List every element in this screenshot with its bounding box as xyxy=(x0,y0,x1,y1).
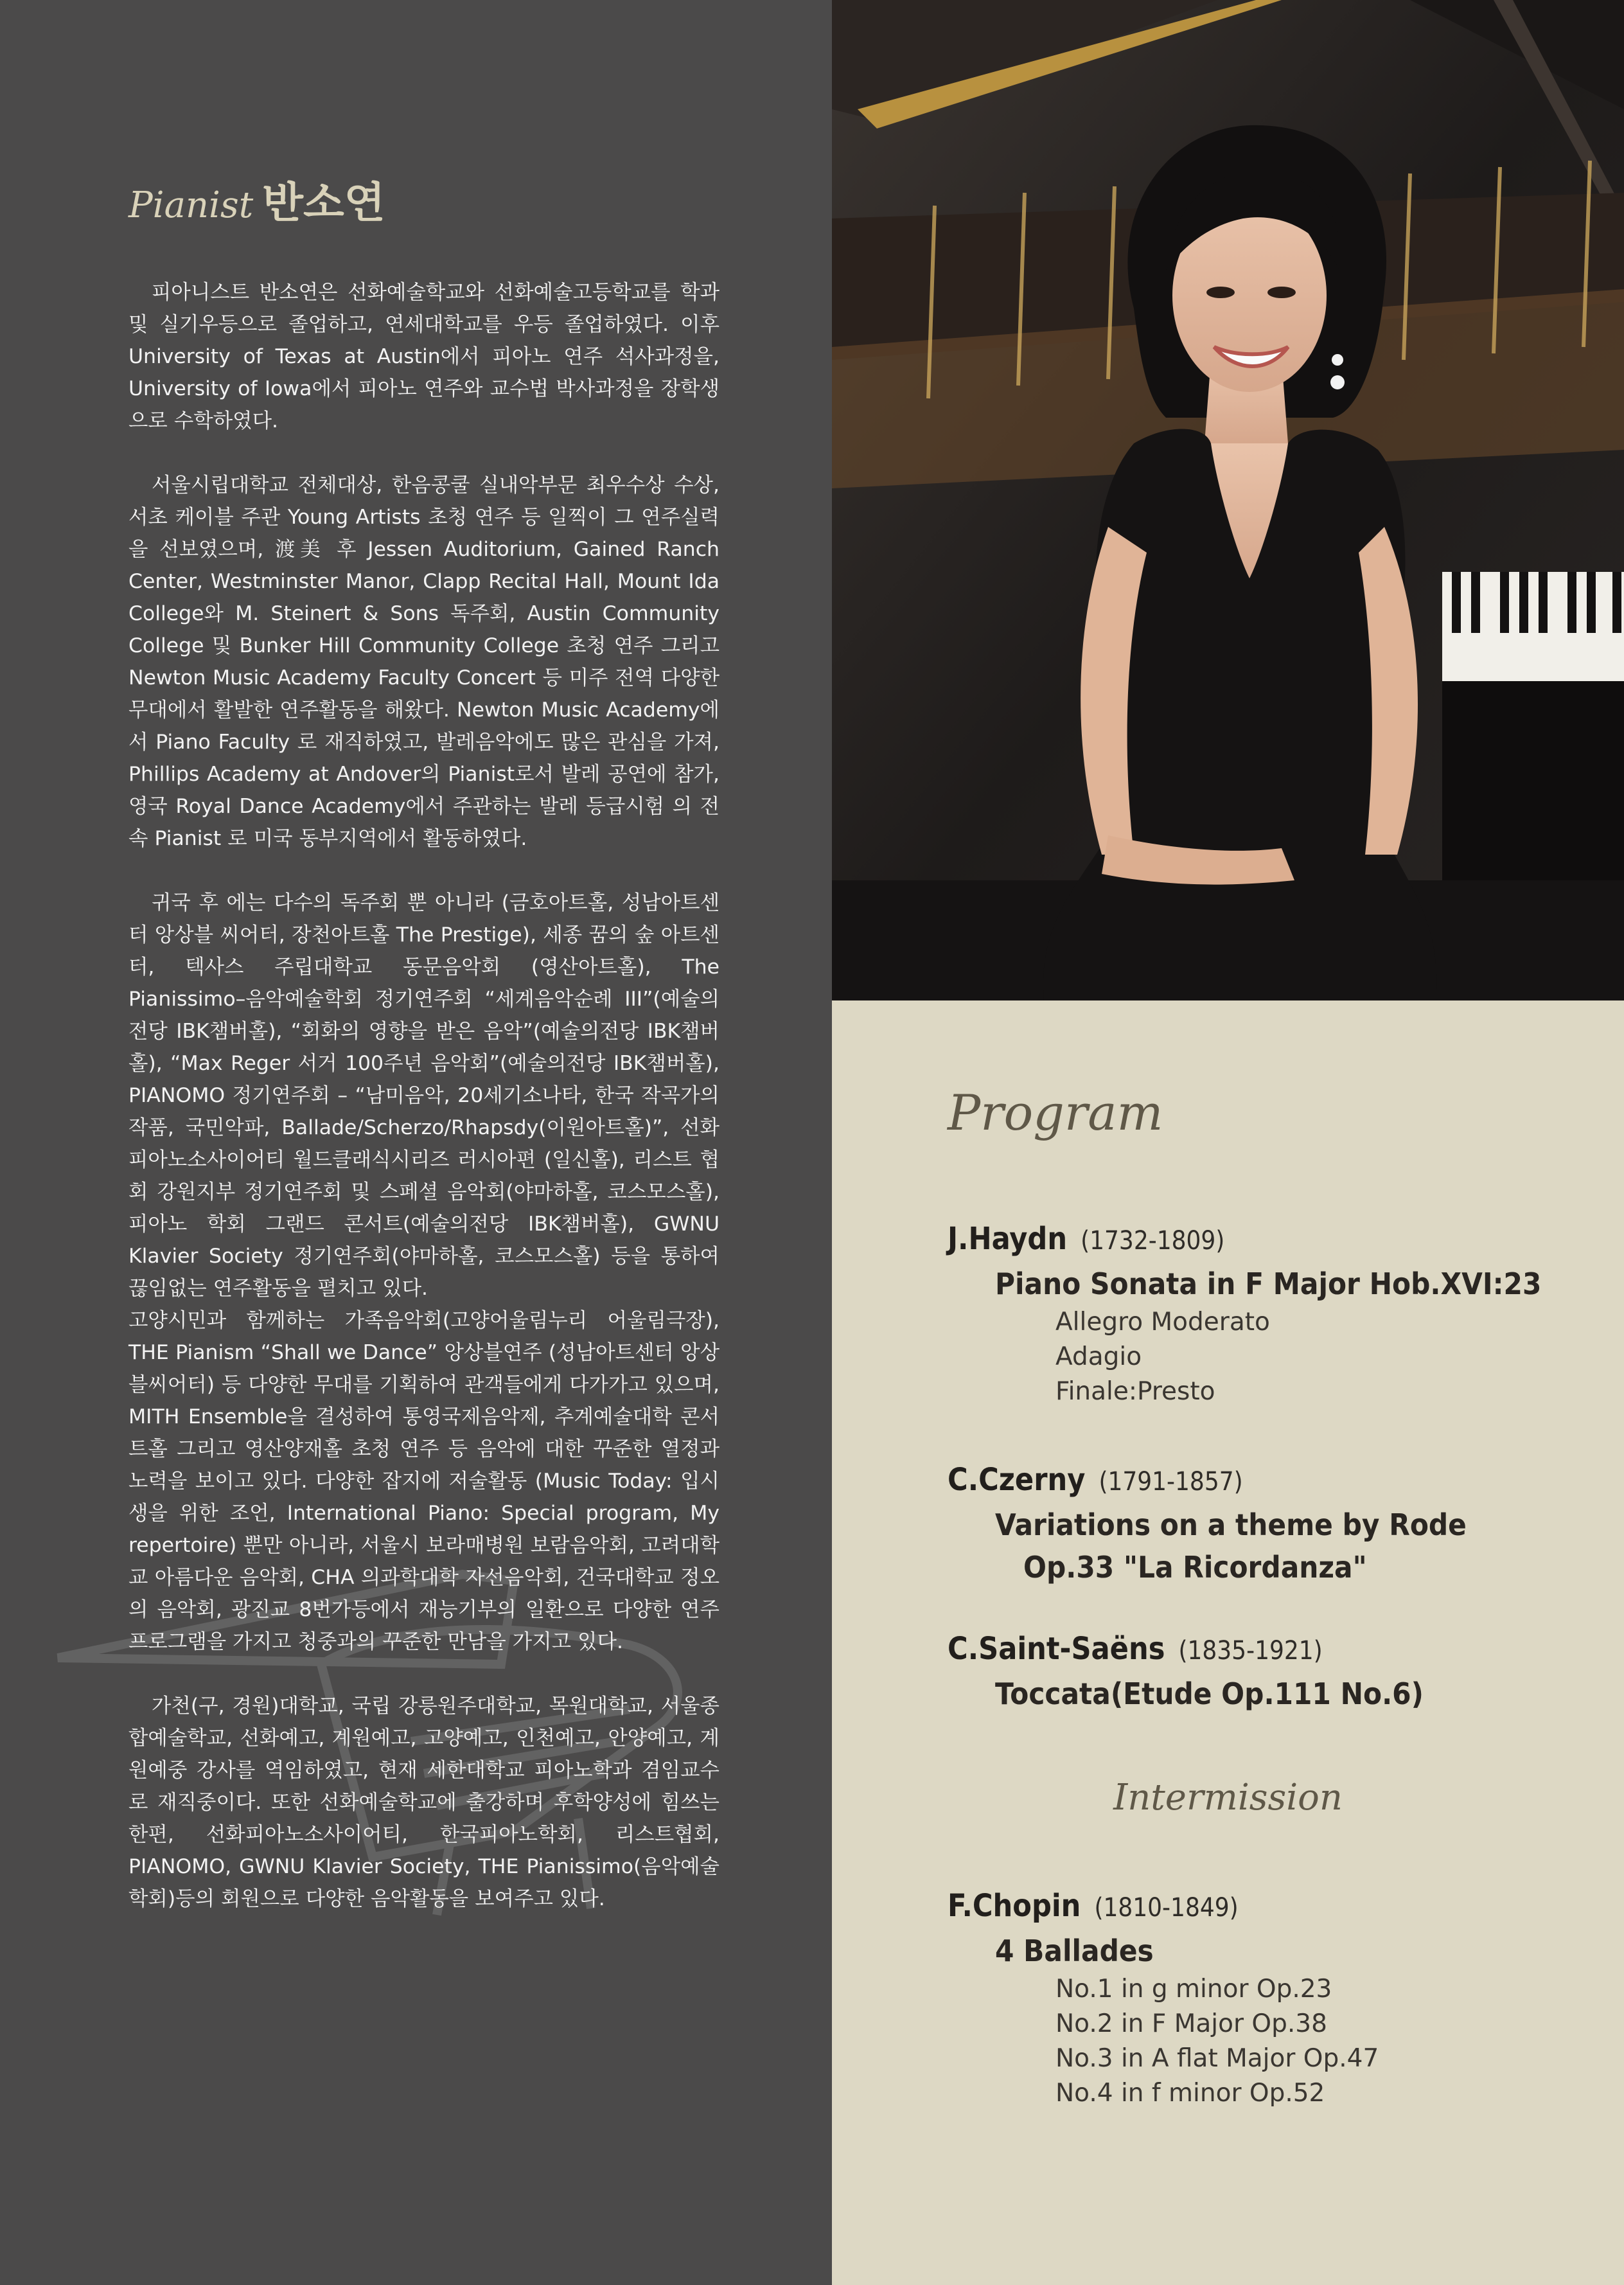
movement: Adagio xyxy=(1055,1342,1142,1371)
composer-years: (1810-1849) xyxy=(1094,1893,1239,1923)
bio-paragraph: 귀국 후 에는 다수의 독주회 뿐 아니라 (금호아트홀, 성남아트센터 앙상블 씨어터, 장천아트홀 The Prestige), 세종 꿈의 숲 아트센터, 텍사스 주립대학교 동문음악회 (영산아트홀), The Pianissimo–음악예술학회 정기연주회 “세계음악순례 III”(예술의전당 IBK챔버홀), “회화의 영향을 받은 음악”(예술의전당 IBK챔버홀), “Max Reger 서거 100주년 음악회”(예술의전당 IBK챔버홀), PIANOMO 정기연주회 – “남미음악, 20세기소나타, 한국 작곡가의 작품, 국민악파, Ballade/Scherzo/Rhapsdy(이원아트홀)”, 선화피아노소사이어티 월드클래식시리즈 러시아편 (일신홀), 리스트 협회 강원지부 정기연주회 및 스페셜 음악회(야마하홀, 코스모스홀), 피아노 학회 그랜드 콘서트(예술의전당 IBK챔버홀), GWNU Klavier Society 정기연주회(야마하홀, 코스모스홀) 등을 통하여 끊임없는 연주활동을 펼치고 있다. xyxy=(128,891,719,1300)
program-panel xyxy=(832,1000,1624,2285)
composer-name: J.Haydn xyxy=(948,1221,1068,1257)
work-title: Piano Sonata in F Major Hob.XVI:23 xyxy=(995,1267,1542,1301)
bio-paragraph: 서울시립대학교 전체대상, 한음콩쿨 실내악부문 최우수상 수상, 서초 케이블 주관 Young Artists 초청 연주 등 일찍이 그 연주실력을 선보였으며, 渡美 후 Jessen Auditorium, Gained Ranch Center, Westminster Manor, Clapp Recital Hall, Mount Ida College와 M. Steinert & Sons 독주회, Austin Community College 및 Bunker Hill Community College 초청 연주 그리고 Newton Music Academy Faculty Concert 등 미주 전역 다양한 무대에서 활발한 연주활동을 해왔다. Newton Music Academy에서 Piano Faculty 로 재직하였고, 발레음악에도 많은 관심을 가져, Phillips Academy at Andover의 Pianist로서 발레 공연에 참가, 영국 Royal Dance Academy에서 주관하는 발레 등급시험 의 전속 Pianist 로 미국 동부지역에서 활동하였다. xyxy=(128,474,719,850)
composer-years: (1791-1857) xyxy=(1099,1467,1243,1497)
movement: No.3 in A flat Major Op.47 xyxy=(1055,2044,1379,2073)
bio-paragraph: 피아니스트 반소연은 선화예술학교와 선화예술고등학교를 학과 및 실기우등으로 졸업하고, 연세대학교를 우등 졸업하였다. 이후 University of Texas at Austin에서 피아노 연주 석사과정을, University of Iowa에서 피아노 연주와 교수법 박사과정을 장학생으로 수학하였다. xyxy=(128,281,719,432)
work-title: Toccata(Etude Op.111 No.6) xyxy=(995,1676,1424,1711)
movement: Allegro Moderato xyxy=(1055,1308,1270,1337)
title-role: Pianist xyxy=(128,184,254,226)
pianist-title xyxy=(128,168,385,229)
pianist-name: 반소연 xyxy=(262,177,385,227)
program-item-czerny xyxy=(948,1458,1590,1588)
work-title: Variations on a theme by Rode xyxy=(995,1507,1467,1542)
composer-name: C.Czerny xyxy=(948,1462,1086,1498)
movement: No.4 in f minor Op.52 xyxy=(1055,2079,1325,2108)
composer-line xyxy=(948,1884,1590,1930)
intermission-label: Intermission xyxy=(1113,1777,1343,1818)
composer-years: (1835-1921) xyxy=(1178,1636,1323,1666)
movement-list xyxy=(1055,1972,1590,2111)
program-item-haydn xyxy=(948,1217,1590,1409)
composer-line xyxy=(948,1458,1590,1504)
movement: Finale:Presto xyxy=(1055,1377,1215,1406)
bio-paragraph: 고양시민과 함께하는 가족음악회(고양어울림누리 어울림극장), THE Pianism “Shall we Dance” 앙상블연주 (성남아트센터 앙상블씨어터) 등 다양한 무대를 기획하여 관객들에게 다가가고 있으며, MITH Ensemble을 결성하여 통영국제음악제, 추계예술대학 콘서트홀 그리고 영산양재홀 초청 연주 등 음악에 대한 꾸준한 열정과 노력을 보이고 있다. 다양한 잡지에 저술활동 (Music Today: 입시생을 위한 조언, International Piano: Special program, My repertoire) 뿐만 아니라, 서울시 보라매병원 보람음악회, 고려대학교 아름다운 음악회, CHA 의과학대학 자선음악회, 건국대학교 정오의 음악회, 광진교 8번가등에서 재능기부의 일환으로 다양한 연주 프로그램을 가지고 청중과의 꾸준한 만남을 가지고 있다. xyxy=(128,1309,719,1653)
work-subtitle: Op.33 "La Ricordanza" xyxy=(1023,1550,1367,1585)
program-item-chopin xyxy=(948,1884,1590,2111)
composer-name: F.Chopin xyxy=(948,1888,1081,1924)
program-item-saint-saens xyxy=(948,1627,1590,1715)
bio-paragraph: 가천(구, 경원)대학교, 국립 강릉원주대학교, 목원대학교, 서울종합예술학교, 선화예고, 계원예고, 고양예고, 인천예고, 안양예고, 계원예중 강사를 역임하였고, 현재 세한대학교 피아노학과 겸임교수로 재직중이다. 또한 선화예술학교에 출강하며 후학양성에 힘쓰는 한편, 선화피아노소사이어티, 한국피아노학회, 리스트협회, PIANOMO, GWNU Klavier Society, THE Pianissimo(음악예술학회)등의 회원으로 다양한 음악활동을 보여주고 있다. xyxy=(128,1694,719,1910)
composer-years: (1732-1809) xyxy=(1081,1226,1225,1256)
composer-name: C.Saint-Saëns xyxy=(948,1631,1165,1667)
pianist-portrait-photo xyxy=(832,0,1624,1000)
movement: No.1 in g minor Op.23 xyxy=(1055,1975,1332,2004)
composer-line xyxy=(948,1217,1590,1263)
movement: No.2 in F Major Op.38 xyxy=(1055,2009,1327,2038)
work-title: 4 Ballades xyxy=(995,1934,1154,1968)
portrait-illustration xyxy=(832,0,1624,1000)
composer-line xyxy=(948,1627,1590,1673)
biography-text xyxy=(128,276,719,1915)
movement-list xyxy=(1055,1305,1590,1409)
program-heading: Program xyxy=(948,1084,1163,1141)
